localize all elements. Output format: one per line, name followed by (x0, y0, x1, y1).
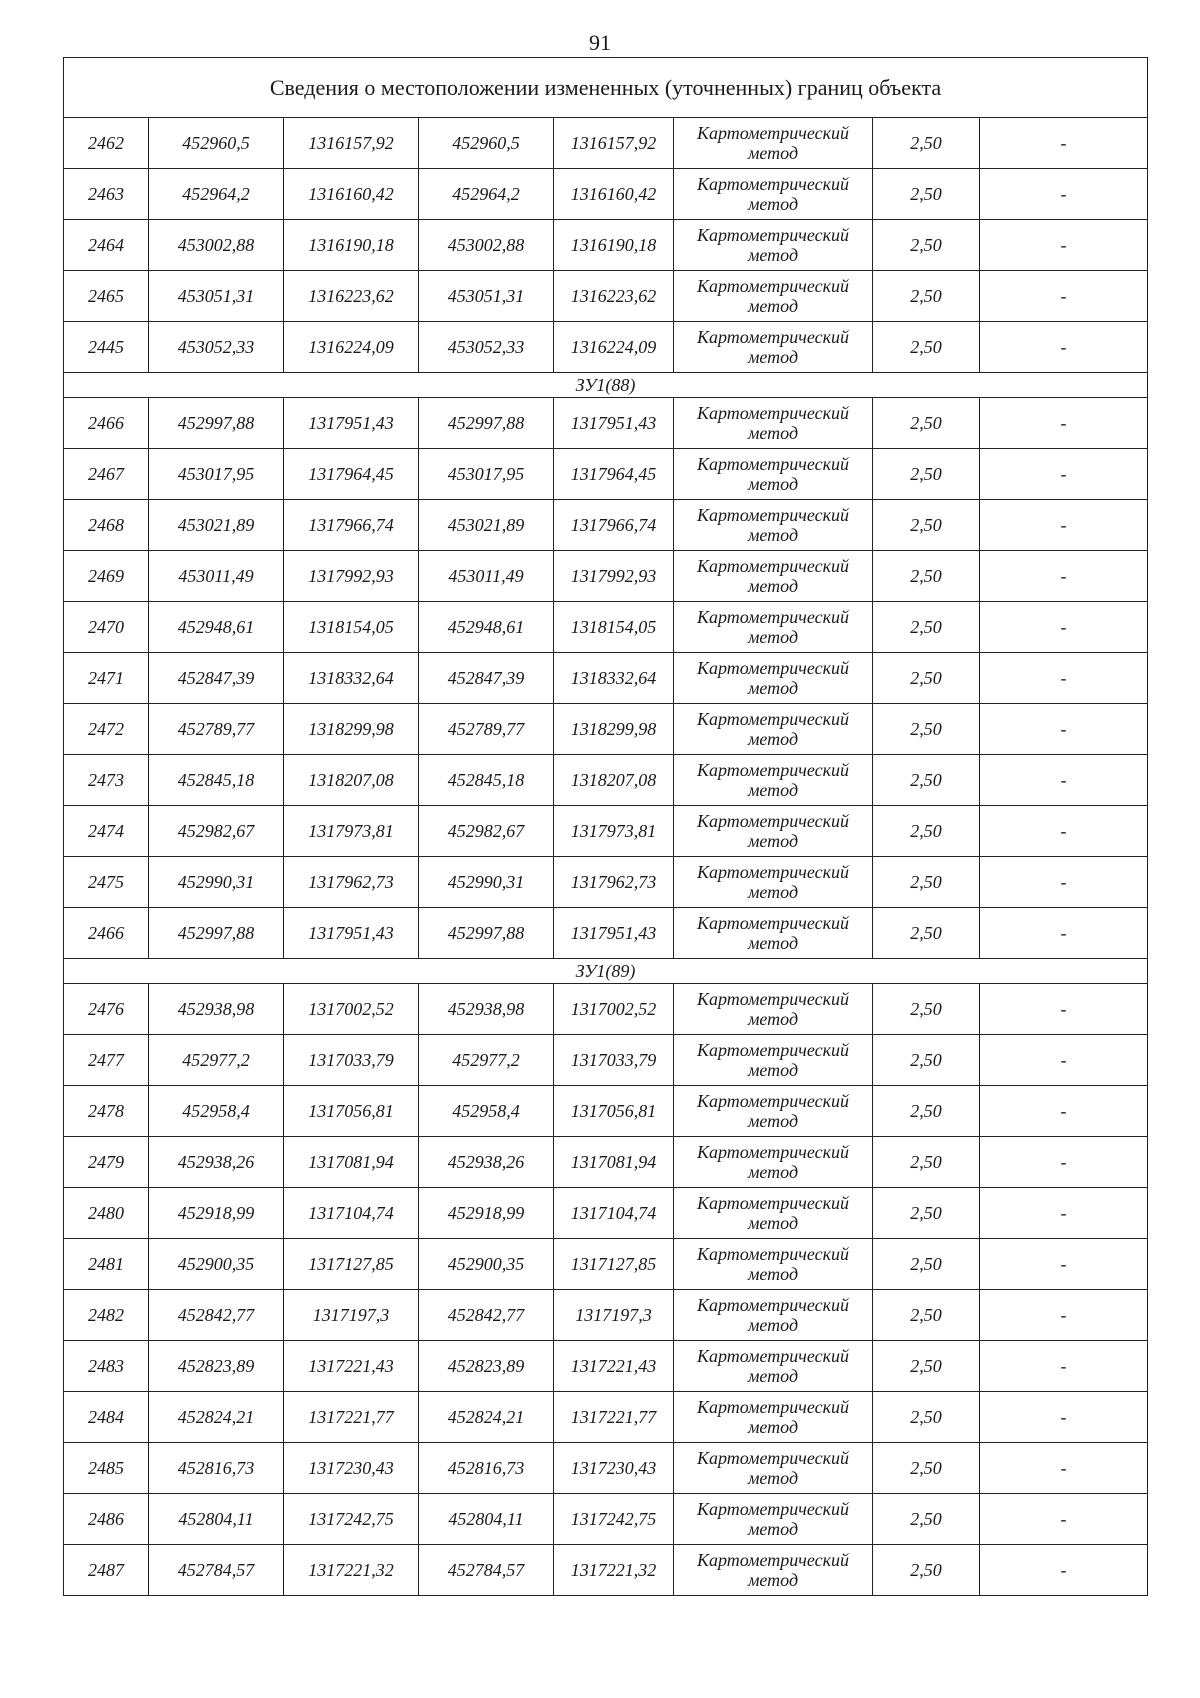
new-x-cell: 452816,73 (419, 1443, 554, 1494)
old-x-cell: 452823,89 (149, 1341, 284, 1392)
accuracy-cell: 2,50 (873, 169, 980, 220)
description-cell: - (980, 602, 1148, 653)
table-row (64, 908, 1148, 959)
new-y-cell: 1317221,32 (554, 1545, 674, 1596)
old-x-cell: 452964,2 (149, 169, 284, 220)
method-cell: Картометрический метод (674, 908, 873, 959)
old-y-cell: 1316190,18 (284, 220, 419, 271)
new-y-cell: 1317962,73 (554, 857, 674, 908)
new-x-cell: 453021,89 (419, 500, 554, 551)
accuracy-cell: 2,50 (873, 322, 980, 373)
old-x-cell: 452845,18 (149, 755, 284, 806)
new-x-cell: 452784,57 (419, 1545, 554, 1596)
old-x-cell: 453002,88 (149, 220, 284, 271)
new-y-cell: 1318299,98 (554, 704, 674, 755)
new-x-cell: 452842,77 (419, 1290, 554, 1341)
new-y-cell: 1317002,52 (554, 984, 674, 1035)
point-number-cell: 2471 (64, 653, 149, 704)
new-x-cell: 452900,35 (419, 1239, 554, 1290)
new-y-cell: 1317221,43 (554, 1341, 674, 1392)
method-cell: Картометрический метод (674, 653, 873, 704)
table-row (64, 1137, 1148, 1188)
description-cell: - (980, 500, 1148, 551)
description-cell: - (980, 1341, 1148, 1392)
description-cell: - (980, 1443, 1148, 1494)
description-cell: - (980, 398, 1148, 449)
accuracy-cell: 2,50 (873, 1341, 980, 1392)
method-cell: Картометрический метод (674, 1188, 873, 1239)
accuracy-cell: 2,50 (873, 1239, 980, 1290)
old-x-cell: 453017,95 (149, 449, 284, 500)
table-row (64, 1443, 1148, 1494)
accuracy-cell: 2,50 (873, 653, 980, 704)
method-cell: Картометрический метод (674, 755, 873, 806)
accuracy-cell: 2,50 (873, 1494, 980, 1545)
method-cell: Картометрический метод (674, 1545, 873, 1596)
point-number-cell: 2472 (64, 704, 149, 755)
old-x-cell: 452789,77 (149, 704, 284, 755)
description-cell: - (980, 271, 1148, 322)
old-y-cell: 1317221,32 (284, 1545, 419, 1596)
accuracy-cell: 2,50 (873, 271, 980, 322)
point-number-cell: 2465 (64, 271, 149, 322)
old-x-cell: 452918,99 (149, 1188, 284, 1239)
description-cell: - (980, 551, 1148, 602)
old-y-cell: 1317081,94 (284, 1137, 419, 1188)
table-row (64, 857, 1148, 908)
method-cell: Картометрический метод (674, 169, 873, 220)
method-cell: Картометрический метод (674, 398, 873, 449)
old-x-cell: 452824,21 (149, 1392, 284, 1443)
table-row (64, 1188, 1148, 1239)
method-cell: Картометрический метод (674, 984, 873, 1035)
description-cell: - (980, 806, 1148, 857)
accuracy-cell: 2,50 (873, 755, 980, 806)
accuracy-cell: 2,50 (873, 857, 980, 908)
method-cell: Картометрический метод (674, 1290, 873, 1341)
new-y-cell: 1317081,94 (554, 1137, 674, 1188)
description-cell: - (980, 1392, 1148, 1443)
description-cell: - (980, 653, 1148, 704)
old-x-cell: 452938,98 (149, 984, 284, 1035)
method-cell: Картометрический метод (674, 1443, 873, 1494)
point-number-cell: 2464 (64, 220, 149, 271)
table-row (64, 1035, 1148, 1086)
description-cell: - (980, 1137, 1148, 1188)
method-cell: Картометрический метод (674, 1392, 873, 1443)
accuracy-cell: 2,50 (873, 908, 980, 959)
point-number-cell: 2473 (64, 755, 149, 806)
point-number-cell: 2475 (64, 857, 149, 908)
description-cell: - (980, 1086, 1148, 1137)
table-row (64, 1290, 1148, 1341)
point-number-cell: 2486 (64, 1494, 149, 1545)
point-number-cell: 2476 (64, 984, 149, 1035)
description-cell: - (980, 1545, 1148, 1596)
point-number-cell: 2445 (64, 322, 149, 373)
new-y-cell: 1316223,62 (554, 271, 674, 322)
section-header-row (64, 373, 1148, 398)
old-x-cell: 452784,57 (149, 1545, 284, 1596)
accuracy-cell: 2,50 (873, 1443, 980, 1494)
table-row (64, 398, 1148, 449)
accuracy-cell: 2,50 (873, 1035, 980, 1086)
new-y-cell: 1317242,75 (554, 1494, 674, 1545)
new-x-cell: 452960,5 (419, 118, 554, 169)
point-number-cell: 2466 (64, 908, 149, 959)
description-cell: - (980, 1494, 1148, 1545)
table-row (64, 551, 1148, 602)
point-number-cell: 2468 (64, 500, 149, 551)
new-x-cell: 452964,2 (419, 169, 554, 220)
description-cell: - (980, 220, 1148, 271)
accuracy-cell: 2,50 (873, 1290, 980, 1341)
table-row (64, 1392, 1148, 1443)
old-y-cell: 1317104,74 (284, 1188, 419, 1239)
old-x-cell: 452982,67 (149, 806, 284, 857)
old-y-cell: 1317002,52 (284, 984, 419, 1035)
page-number: 91 (589, 30, 611, 55)
point-number-cell: 2474 (64, 806, 149, 857)
old-y-cell: 1316223,62 (284, 271, 419, 322)
old-x-cell: 452948,61 (149, 602, 284, 653)
old-y-cell: 1317973,81 (284, 806, 419, 857)
accuracy-cell: 2,50 (873, 220, 980, 271)
new-y-cell: 1316224,09 (554, 322, 674, 373)
accuracy-cell: 2,50 (873, 398, 980, 449)
new-x-cell: 452845,18 (419, 755, 554, 806)
new-y-cell: 1317221,77 (554, 1392, 674, 1443)
new-x-cell: 452938,98 (419, 984, 554, 1035)
coordinates-table (63, 57, 1148, 1596)
description-cell: - (980, 1035, 1148, 1086)
old-y-cell: 1317033,79 (284, 1035, 419, 1086)
new-x-cell: 452847,39 (419, 653, 554, 704)
point-number-cell: 2480 (64, 1188, 149, 1239)
new-x-cell: 452918,99 (419, 1188, 554, 1239)
point-number-cell: 2485 (64, 1443, 149, 1494)
new-x-cell: 452938,26 (419, 1137, 554, 1188)
old-x-cell: 452804,11 (149, 1494, 284, 1545)
table-row (64, 169, 1148, 220)
new-x-cell: 452958,4 (419, 1086, 554, 1137)
old-x-cell: 452997,88 (149, 398, 284, 449)
method-cell: Картометрический метод (674, 551, 873, 602)
old-y-cell: 1317951,43 (284, 908, 419, 959)
old-x-cell: 452842,77 (149, 1290, 284, 1341)
new-y-cell: 1317992,93 (554, 551, 674, 602)
old-y-cell: 1317230,43 (284, 1443, 419, 1494)
description-cell: - (980, 118, 1148, 169)
table-row (64, 1341, 1148, 1392)
new-y-cell: 1317127,85 (554, 1239, 674, 1290)
new-x-cell: 452824,21 (419, 1392, 554, 1443)
new-x-cell: 453051,31 (419, 271, 554, 322)
table-row (64, 1239, 1148, 1290)
table-row (64, 653, 1148, 704)
new-y-cell: 1318207,08 (554, 755, 674, 806)
description-cell: - (980, 322, 1148, 373)
method-cell: Картометрический метод (674, 1086, 873, 1137)
new-y-cell: 1316190,18 (554, 220, 674, 271)
table-title: Сведения о местоположении измененных (уточненных) границ объекта (64, 58, 1148, 118)
description-cell: - (980, 984, 1148, 1035)
section-label: ЗУ1(89) (64, 959, 1148, 984)
method-cell: Картометрический метод (674, 322, 873, 373)
old-y-cell: 1317221,43 (284, 1341, 419, 1392)
old-x-cell: 453051,31 (149, 271, 284, 322)
new-y-cell: 1317951,43 (554, 398, 674, 449)
old-y-cell: 1318154,05 (284, 602, 419, 653)
table-row (64, 1086, 1148, 1137)
new-y-cell: 1317973,81 (554, 806, 674, 857)
table-row (64, 322, 1148, 373)
new-y-cell: 1316157,92 (554, 118, 674, 169)
description-cell: - (980, 908, 1148, 959)
accuracy-cell: 2,50 (873, 1188, 980, 1239)
new-y-cell: 1317964,45 (554, 449, 674, 500)
point-number-cell: 2469 (64, 551, 149, 602)
old-x-cell: 452958,4 (149, 1086, 284, 1137)
description-cell: - (980, 1239, 1148, 1290)
point-number-cell: 2470 (64, 602, 149, 653)
new-x-cell: 452982,67 (419, 806, 554, 857)
table-row (64, 118, 1148, 169)
point-number-cell: 2487 (64, 1545, 149, 1596)
old-y-cell: 1318207,08 (284, 755, 419, 806)
accuracy-cell: 2,50 (873, 1137, 980, 1188)
old-y-cell: 1317992,93 (284, 551, 419, 602)
new-y-cell: 1316160,42 (554, 169, 674, 220)
new-y-cell: 1317230,43 (554, 1443, 674, 1494)
old-y-cell: 1317964,45 (284, 449, 419, 500)
old-y-cell: 1317221,77 (284, 1392, 419, 1443)
description-cell: - (980, 755, 1148, 806)
method-cell: Картометрический метод (674, 602, 873, 653)
point-number-cell: 2478 (64, 1086, 149, 1137)
old-y-cell: 1316157,92 (284, 118, 419, 169)
accuracy-cell: 2,50 (873, 551, 980, 602)
accuracy-cell: 2,50 (873, 118, 980, 169)
table-row (64, 220, 1148, 271)
method-cell: Картометрический метод (674, 271, 873, 322)
description-cell: - (980, 1290, 1148, 1341)
table-row (64, 1545, 1148, 1596)
old-y-cell: 1317242,75 (284, 1494, 419, 1545)
new-y-cell: 1317966,74 (554, 500, 674, 551)
new-x-cell: 452823,89 (419, 1341, 554, 1392)
old-y-cell: 1317962,73 (284, 857, 419, 908)
new-x-cell: 453052,33 (419, 322, 554, 373)
new-x-cell: 452948,61 (419, 602, 554, 653)
accuracy-cell: 2,50 (873, 806, 980, 857)
old-x-cell: 452900,35 (149, 1239, 284, 1290)
point-number-cell: 2466 (64, 398, 149, 449)
method-cell: Картометрический метод (674, 1239, 873, 1290)
old-x-cell: 452816,73 (149, 1443, 284, 1494)
section-label: ЗУ1(88) (64, 373, 1148, 398)
new-y-cell: 1317197,3 (554, 1290, 674, 1341)
method-cell: Картометрический метод (674, 118, 873, 169)
table-title-row (64, 58, 1148, 118)
old-x-cell: 453052,33 (149, 322, 284, 373)
old-y-cell: 1317951,43 (284, 398, 419, 449)
description-cell: - (980, 449, 1148, 500)
table-row (64, 500, 1148, 551)
new-y-cell: 1318154,05 (554, 602, 674, 653)
old-x-cell: 452847,39 (149, 653, 284, 704)
table-row (64, 602, 1148, 653)
new-x-cell: 453017,95 (419, 449, 554, 500)
description-cell: - (980, 1188, 1148, 1239)
accuracy-cell: 2,50 (873, 1392, 980, 1443)
new-x-cell: 452977,2 (419, 1035, 554, 1086)
description-cell: - (980, 169, 1148, 220)
accuracy-cell: 2,50 (873, 602, 980, 653)
point-number-cell: 2482 (64, 1290, 149, 1341)
table-row (64, 704, 1148, 755)
table-row (64, 755, 1148, 806)
accuracy-cell: 2,50 (873, 449, 980, 500)
description-cell: - (980, 704, 1148, 755)
section-header-row (64, 959, 1148, 984)
old-y-cell: 1317127,85 (284, 1239, 419, 1290)
old-x-cell: 452938,26 (149, 1137, 284, 1188)
table-row (64, 984, 1148, 1035)
description-cell: - (980, 857, 1148, 908)
accuracy-cell: 2,50 (873, 1545, 980, 1596)
accuracy-cell: 2,50 (873, 984, 980, 1035)
old-y-cell: 1317966,74 (284, 500, 419, 551)
new-y-cell: 1317033,79 (554, 1035, 674, 1086)
old-y-cell: 1317197,3 (284, 1290, 419, 1341)
point-number-cell: 2484 (64, 1392, 149, 1443)
old-x-cell: 452990,31 (149, 857, 284, 908)
new-y-cell: 1317951,43 (554, 908, 674, 959)
old-y-cell: 1316224,09 (284, 322, 419, 373)
method-cell: Картометрический метод (674, 1494, 873, 1545)
old-x-cell: 453021,89 (149, 500, 284, 551)
new-x-cell: 453011,49 (419, 551, 554, 602)
table-body (64, 58, 1148, 1596)
old-x-cell: 452997,88 (149, 908, 284, 959)
point-number-cell: 2462 (64, 118, 149, 169)
old-x-cell: 453011,49 (149, 551, 284, 602)
new-x-cell: 452997,88 (419, 908, 554, 959)
old-y-cell: 1318299,98 (284, 704, 419, 755)
table-row (64, 449, 1148, 500)
method-cell: Картометрический метод (674, 449, 873, 500)
new-x-cell: 452804,11 (419, 1494, 554, 1545)
point-number-cell: 2463 (64, 169, 149, 220)
point-number-cell: 2477 (64, 1035, 149, 1086)
old-y-cell: 1316160,42 (284, 169, 419, 220)
new-y-cell: 1318332,64 (554, 653, 674, 704)
new-x-cell: 453002,88 (419, 220, 554, 271)
point-number-cell: 2479 (64, 1137, 149, 1188)
method-cell: Картометрический метод (674, 500, 873, 551)
accuracy-cell: 2,50 (873, 704, 980, 755)
method-cell: Картометрический метод (674, 857, 873, 908)
method-cell: Картометрический метод (674, 1137, 873, 1188)
new-y-cell: 1317056,81 (554, 1086, 674, 1137)
old-y-cell: 1317056,81 (284, 1086, 419, 1137)
table-row (64, 271, 1148, 322)
accuracy-cell: 2,50 (873, 500, 980, 551)
point-number-cell: 2483 (64, 1341, 149, 1392)
accuracy-cell: 2,50 (873, 1086, 980, 1137)
method-cell: Картометрический метод (674, 1341, 873, 1392)
method-cell: Картометрический метод (674, 220, 873, 271)
old-x-cell: 452977,2 (149, 1035, 284, 1086)
new-x-cell: 452990,31 (419, 857, 554, 908)
method-cell: Картометрический метод (674, 806, 873, 857)
point-number-cell: 2467 (64, 449, 149, 500)
new-x-cell: 452997,88 (419, 398, 554, 449)
new-x-cell: 452789,77 (419, 704, 554, 755)
old-x-cell: 452960,5 (149, 118, 284, 169)
method-cell: Картометрический метод (674, 704, 873, 755)
table-row (64, 806, 1148, 857)
old-y-cell: 1318332,64 (284, 653, 419, 704)
point-number-cell: 2481 (64, 1239, 149, 1290)
new-y-cell: 1317104,74 (554, 1188, 674, 1239)
method-cell: Картометрический метод (674, 1035, 873, 1086)
table-row (64, 1494, 1148, 1545)
